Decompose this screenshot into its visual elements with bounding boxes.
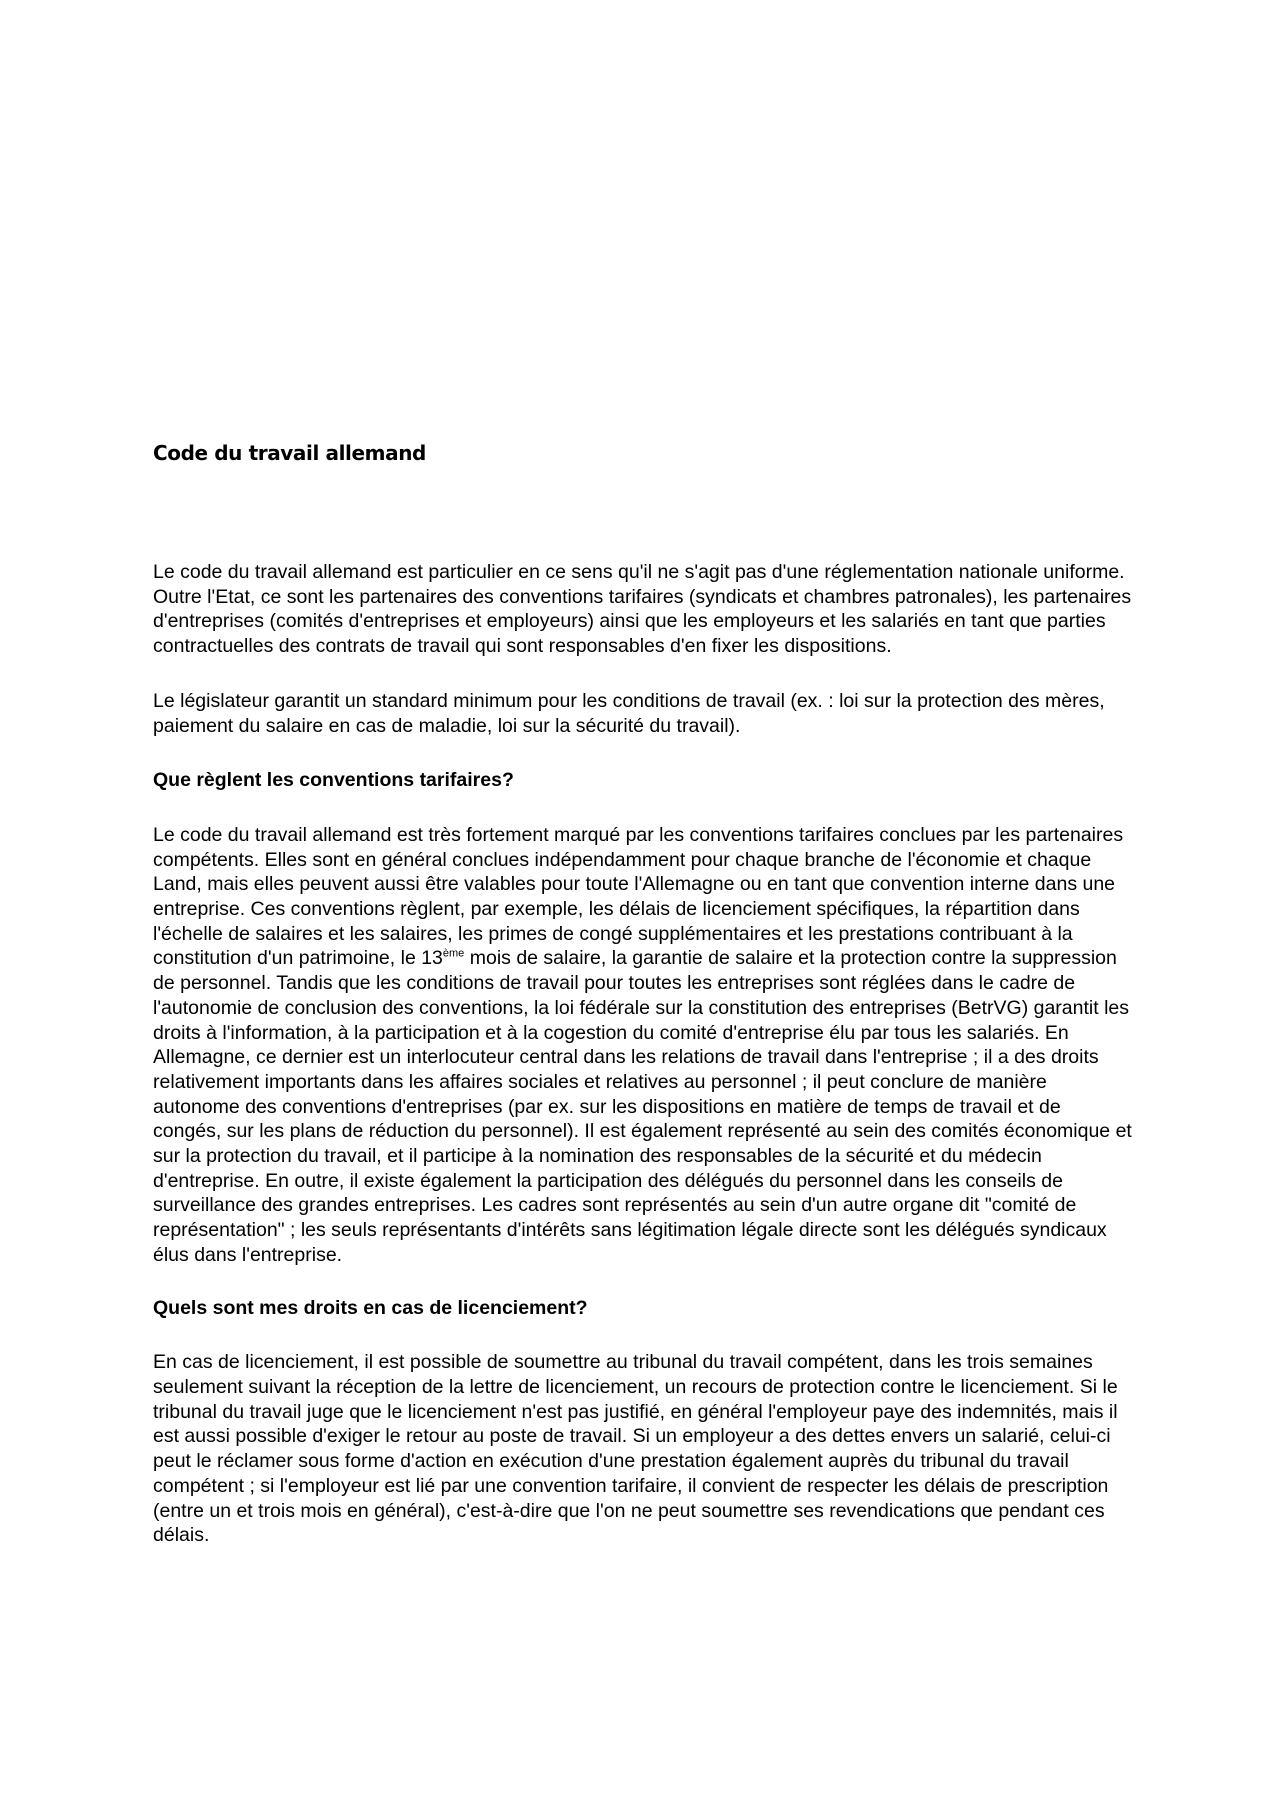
paragraph-conventions-part2: mois de salaire, la garantie de salaire et la protection contre la suppression de personnel. Tandis que les conditions de travail pour toutes les entreprises sont réglées dans le cadre de l'autonomie de conclusion des conventions, la loi fédérale sur la constitution des entreprises (BetrVG) garantit les droits à l'information, à la participation et à la cogestion du comité d'entreprise élu par tous les salariés. En Allemagne, ce dernier est un interlocuteur central dans les relations de travail dans l'entreprise ; il a des droits relativement importants dans les affaires sociales et relatives au personnel ; il peut conclure de manière autonome des conventions d'entreprises (par ex. sur les dispositions en matière de temps de travail et de congés, sur les plans de réduction du personnel). Il est également représenté au sein des comités économique et sur la protection du travail, et il participe à la nomination des responsables de la sécurité et du médecin d'entreprise. En outre, il existe également la participation des délégués du personnel dans les conseils de surveillance des grandes entreprises. Les cadres sont représentés au sein d'un autre organe dit "comité de représentation" ; les seuls représentants d'intérêts sans légitimation légale directe sont les délégués syndicaux élus dans l'entreprise.	[153, 947, 1132, 1266]
paragraph-legislator: Le législateur garantit un standard minimum pour les conditions de travail (ex. : loi sur la protection des mères, paiement du salaire en cas de maladie, loi sur la sécurité du travail).	[153, 689, 1105, 737]
paragraph-dismissal: En cas de licenciement, il est possible de soumettre au tribunal du travail compétent, dans les trois semaines seulement suivant la réception de la lettre de licenciement, un recours de protection contre le licenciement. Si le tribunal du travail juge que le licenciement n'est pas justifié, en général l'employeur paye des indemnités, mais il est aussi possible d'exiger le retour au poste de travail. Si un employeur a des dettes envers un salarié, celui-ci peut le réclamer sous forme d'action en exécution d'une prestation également auprès du tribunal du travail compétent ; si l'employeur est lié par une convention tarifaire, il convient de respecter les délais de prescription (entre un et trois mois en général), c'est-à-dire que l'on ne peut soumettre ses revendications que pendant ces délais.	[153, 1351, 1118, 1547]
paragraph-conventions-part1: Le code du travail allemand est très fortement marqué par les conventions tarifaires conclues par les partenaires compétents. Elles sont en général conclues indépendamment pour chaque branche de l'économie et chaque Land, mais elles peuvent aussi être valables pour toute l'Allemagne ou en tant que convention interne dans une entreprise. Ces conventions règlent, par exemple, les délais de licenciement spécifiques, la répartition dans l'échelle de salaires et les salaires, les primes de congé supplémentaires et les prestations contribuant à la constitution d'un patrimoine, le 13	[153, 823, 1124, 970]
document-title: Code du travail allemand	[153, 441, 426, 465]
document-body	[153, 560, 1133, 1548]
paragraph-conventions	[153, 823, 1133, 1268]
section-heading-dismissal: Quels sont mes droits en cas de licenciement?	[153, 1296, 588, 1319]
paragraph-intro: Le code du travail allemand est particulier en ce sens qu'il ne s'agit pas d'une réglementation nationale uniforme. Outre l'Etat, ce sont les partenaires des conventions tarifaires (syndicats et chambres patronales), les partenaires d'entreprises (comités d'entreprises et employeurs) ainsi que les employeurs et les salariés en tant que parties contractuelles des contrats de travail qui sont responsables d'en fixer les dispositions.	[153, 561, 1132, 658]
ordinal-superscript: ème	[442, 947, 465, 960]
section-heading-conventions: Que règlent les conventions tarifaires?	[153, 769, 514, 792]
